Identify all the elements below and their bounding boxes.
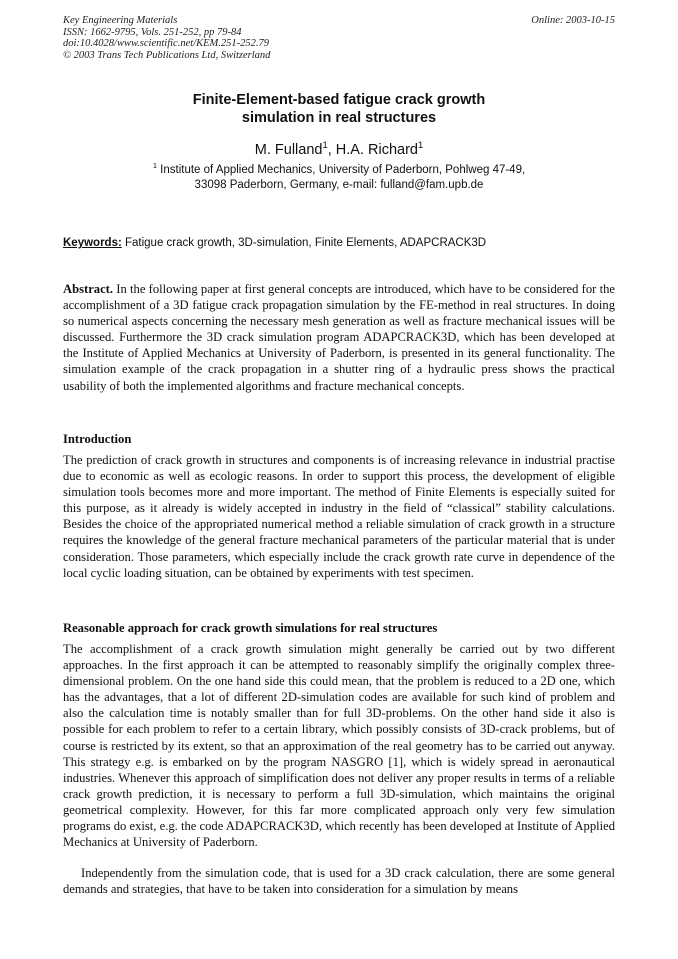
author-2-affil-mark: 1 [417,139,424,151]
affiliation-line-2: 33098 Paderborn, Germany, e-mail: fulland@fam.upb.de [194,179,484,191]
keywords [63,236,615,250]
introduction-text: The prediction of crack growth in structures and components is of increasing relevance in industrial practise due to economic as well as ecologic reasons. In order to support this process, the development of eligible simulation tools becomes more and more important. The method of Finite Elements is especially suited for this purpose, as it already is widely accepted in industry in the field of “classical” stability calculations. Besides the choice of the appropriated numerical method a reliable simulation of crack growth in a structure requires the knowledge of the general fracture mechanical parameters of the particular material that is under consideration. Those parameters, which especially include the crack growth rate curve in dependence of the local cyclic loading situation, can be obtained by experiments with test specimen. [63,453,615,580]
doi-line: doi:10.4028/www.scientific.net/KEM.251-252.79 [63,38,269,49]
keywords-label: Keywords: [63,237,122,249]
abstract-text: In the following paper at first general concepts are introduced, which have to be considered for the accomplishment of a 3D fatigue crack propagation simulation by the FE-method in real structures. In doing so numerical aspects concerning the necessary mesh generation as well as fracture mechanical issues will be discussed. Furthermore the 3D crack simulation program ADAPCRACK3D, which has been developed at the Institute of Applied Mechanics at University of Paderborn, is presented in its general functionality. The simulation example of the crack propagation in a shutter ring of a hydraulic press shows the practical usability of both the implemented algorithms and fracture mechanical concepts. [63,282,615,393]
author-separator: , [327,142,336,158]
paper-title [63,91,615,127]
affiliation-mark: 1 [152,161,157,171]
title-line-1: Finite-Element-based fatigue crack growth [192,92,486,108]
online-date: Online: 2003-10-15 [531,15,615,26]
abstract [63,281,615,394]
affiliation-line-1: Institute of Applied Mechanics, University of Paderborn, Pohlweg 47-49, [156,164,526,176]
copyright-line: © 2003 Trans Tech Publications Ltd, Switzerland [63,49,271,61]
keywords-text: Fatigue crack growth, 3D-simulation, Finite Elements, ADAPCRACK3D [121,237,487,249]
title-line-2: simulation in real structures [241,110,437,126]
author-2: H.A. Richard [335,142,418,158]
author-1-affil-mark: 1 [322,139,328,151]
approach-paragraph-1: The accomplishment of a crack growth simulation might generally be carried out by two different approaches. In the first approach it can be attempted to reasonably simplify the originally complex three-dimensional problem. On the one hand side this could mean, that the problem is reduced to a 2D one, which has the advantages, that a lot of different 2D-simulation codes are available for such kind of problem and also the calculation time is notably smaller than for full 3D-problems. On the other hand side it also is possible for each problem to refer to a certain library, which possibly consists of 3D-crack problems, but of course is restricted by its extent, so that an approximation of the real geometry has to be carried out anyway. This strategy e.g. is embarked on by the program NASGRO [1], which is widely spread in aeronautical industries. Whenever this approach of simplification does not deliver any proper results in terms of a reliable crack growth prediction, it is necessary to perform a full 3D-simulation, which maintains the original geometrical complexity. However, for this far more complicated approach only very few simulation programs do exist, e.g. the code ADAPCRACK3D, which recently has been developed at Institute of Applied Mechanics at University of Paderborn. [63,642,615,850]
issn-line: ISSN: 1662-9795, Vols. 251-252, pp 79-84 [63,26,242,38]
introduction-heading: Introduction [63,432,132,446]
affiliation [63,163,615,193]
approach-heading: Reasonable approach for crack growth simulations for real structures [63,621,438,635]
author-list [63,141,615,159]
author-1: M. Fulland [254,142,323,158]
abstract-label: Abstract. [63,282,114,296]
approach-paragraph-2: Independently from the simulation code, that is used for a 3D crack calculation, there are some general demands and strategies, that have to be taken into consideration for a simulation by means [63,866,615,897]
journal-name: Key Engineering Materials [63,15,178,26]
running-header [63,15,615,61]
